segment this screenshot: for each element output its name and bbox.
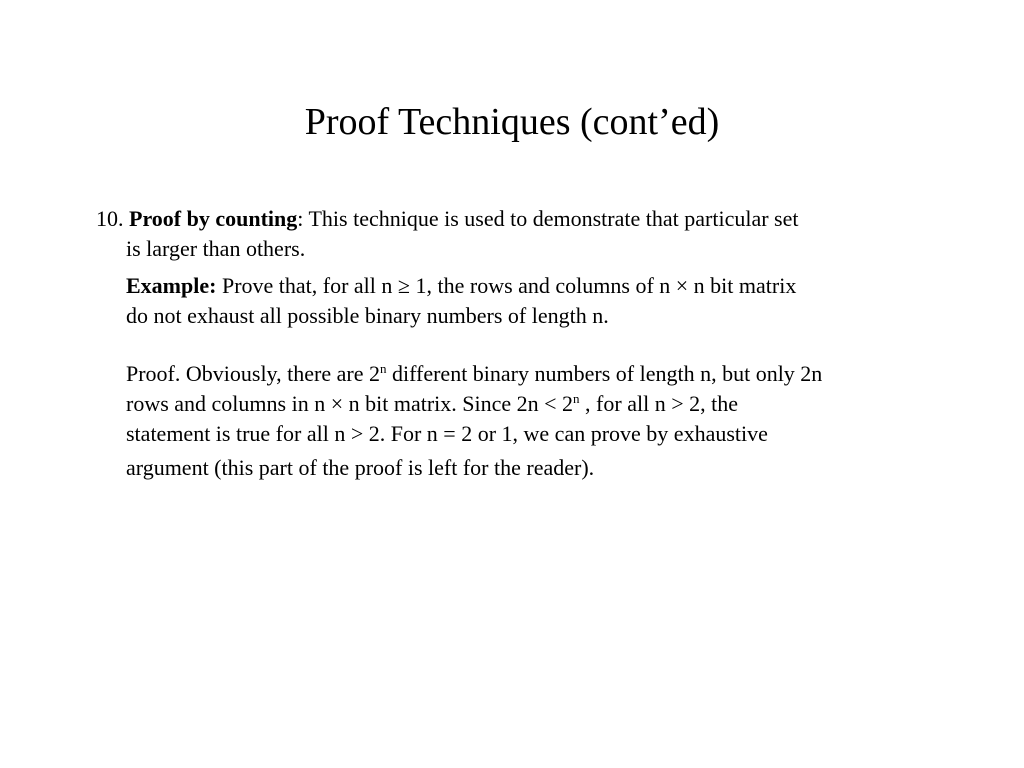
spacer [96, 331, 956, 359]
proof-line-1 [96, 359, 956, 389]
slide-title: Proof Techniques (cont’ed) [304, 101, 720, 143]
example-text: Prove that, for all n ≥ 1, the rows and columns of n × n bit matrix [216, 273, 797, 298]
proof-text: rows and columns in n × n bit matrix. Since 2n < 2 [126, 391, 574, 416]
item-line-1 [96, 204, 956, 234]
item-term: Proof by counting [129, 206, 298, 231]
proof-line-2 [96, 389, 956, 419]
proof-text: Proof. Obviously, there are 2 [126, 361, 380, 386]
item-number: 10. [96, 206, 124, 231]
proof-text: different binary numbers of length n, but only 2n [386, 361, 823, 386]
item-line-2: is larger than others. [126, 236, 306, 261]
proof-line-4: argument (this part of the proof is left for the reader). [126, 455, 595, 480]
proof-text: , for all n > 2, the [579, 391, 738, 416]
proof-line-3: statement is true for all n > 2. For n = 2 or 1, we can prove by exhaustive [126, 421, 768, 446]
item-description: : This technique is used to demonstrate that particular set [297, 206, 799, 231]
superscript: n [573, 391, 580, 406]
spacer [96, 264, 956, 271]
example-line-2: do not exhaust all possible binary numbers of length n. [126, 303, 609, 328]
slide-body [96, 204, 956, 487]
example-label: Example: [126, 273, 217, 298]
example-line-1 [96, 271, 956, 301]
superscript: n [379, 361, 387, 376]
